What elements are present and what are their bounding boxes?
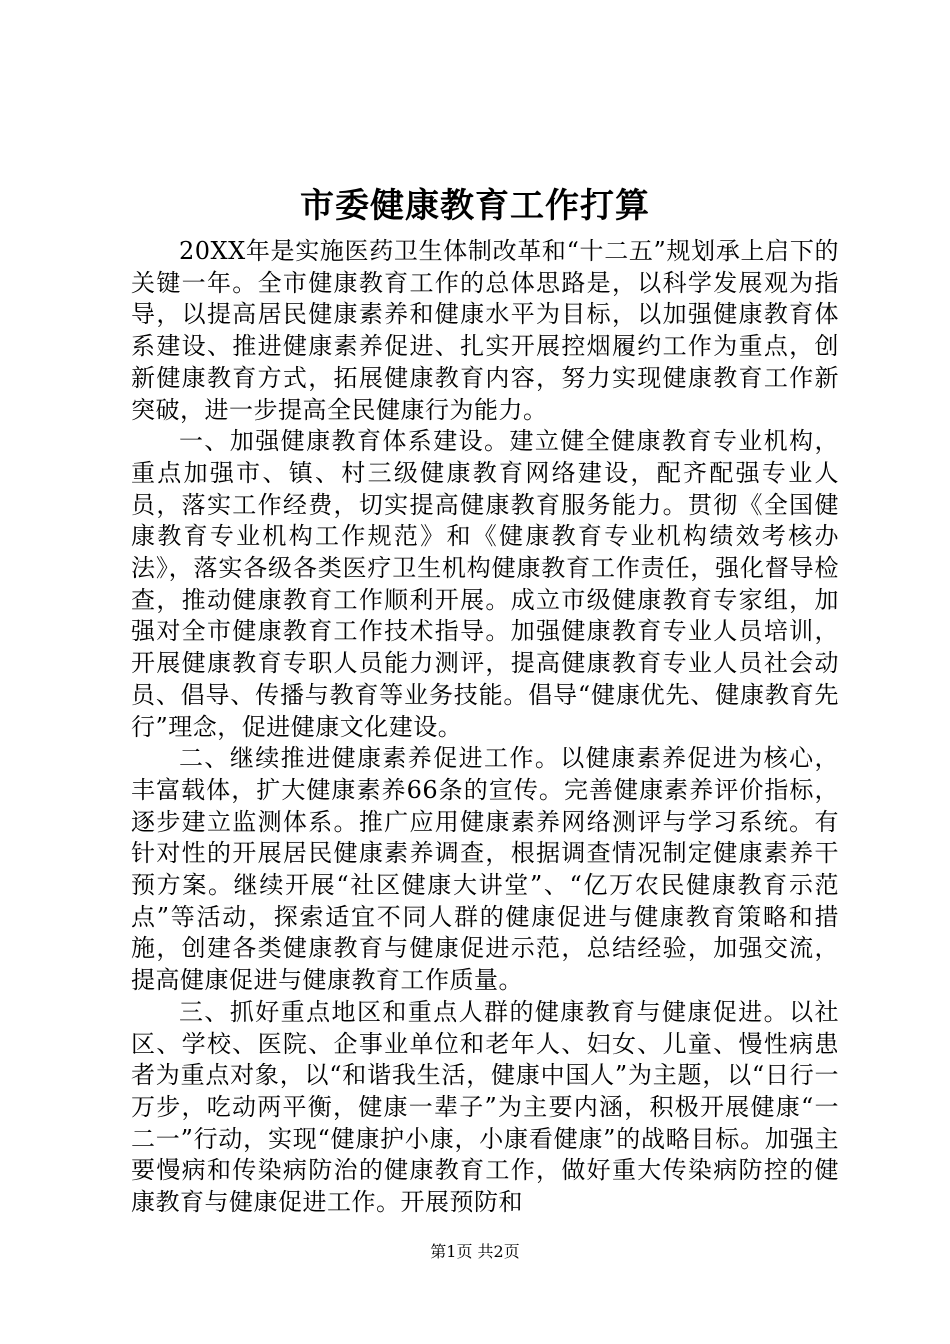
paragraph-section-3: 三、抓好重点地区和重点人群的健康教育与健康促进。以社区、学校、医院、企事业单位和老年人、妇女、儿童、慢性病患者为重点对象，以“和谐我生活，健康中国人”为主题，以“日行一万步，吃动两平衡，健康一辈子”为主要内涵，积极开展健康“一二一”行动，实现“健康护小康，小康看健康”的战略目标。加强主要慢病和传染病防治的健康教育工作，做好重大传染病防控的健康教育与健康促进工作。开展预防和 xyxy=(131,997,839,1217)
document-title: 市委健康教育工作打算 xyxy=(300,186,650,226)
paragraph-intro: 20XX年是实施医药卫生体制改革和“十二五”规划承上启下的关键一年。全市健康教育工作的总体思路是，以科学发展观为指导，以提高居民健康素养和健康水平为目标，以加强健康教育体系建设、推进健康素养促进、扎实开展控烟履约工作为重点，创新健康教育方式，拓展健康教育内容，努力实现健康教育工作新突破，进一步提高全民健康行为能力。 xyxy=(131,237,839,424)
paragraph-section-1: 一、加强健康教育体系建设。建立健全健康教育专业机构，重点加强市、镇、村三级健康教育网络建设，配齐配强专业人员，落实工作经费，切实提高健康教育服务能力。贯彻《全国健康教育专业机构工作规范》和《健康教育专业机构绩效考核办法》，落实各级各类医疗卫生机构健康教育工作责任，强化督导检查，推动健康教育工作顺利开展。成立市级健康教育专家组，加强对全市健康教育工作技术指导。加强健康教育专业人员培训，开展健康教育专职人员能力测评，提高健康教育专业人员社会动员、倡导、传播与教育等业务技能。倡导“健康优先、健康教育先行”理念，促进健康文化建设。 xyxy=(131,427,839,741)
page-number-footer: 第1页 共2页 xyxy=(430,1242,520,1261)
document-body xyxy=(131,236,839,1219)
paragraph-section-2: 二、继续推进健康素养促进工作。以健康素养促进为核心，丰富载体，扩大健康素养66条的宣传。完善健康素养评价指标，逐步建立监测体系。推广应用健康素养网络测评与学习系统。有针对性的开展居民健康素养调查，根据调查情况制定健康素养干预方案。继续开展“社区健康大讲堂”、“亿万农民健康教育示范点”等活动，探索适宜不同人群的健康促进与健康教育策略和措施，创建各类健康教育与健康促进示范，总结经验，加强交流，提高健康促进与健康教育工作质量。 xyxy=(131,744,839,995)
